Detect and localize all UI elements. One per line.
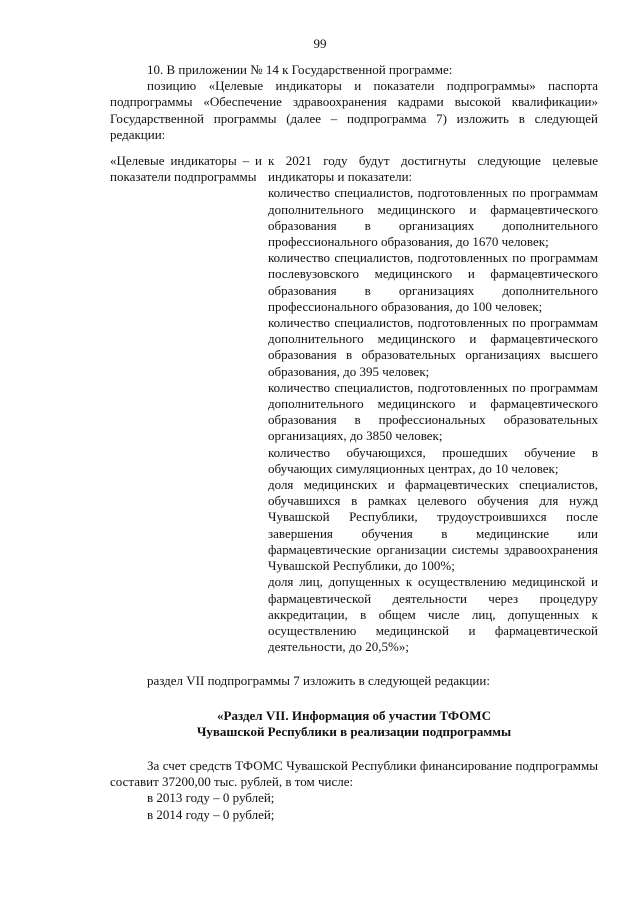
indicator-paragraph: количество специалистов, подготовленных по программам дополнительного медицинского и фармацевтического образования в образовательных организациях высшего образования, до 395 человек; <box>268 315 598 379</box>
document-body <box>110 62 598 823</box>
indicator-paragraph: количество обучающихся, прошедших обучение в обучающих симуляционных центрах, до 10 человек; <box>268 444 598 476</box>
indicator-paragraph: количество специалистов, подготовленных по программам послевузовского медицинского и фармацевтического образования в организациях дополнительного профессионального образования, до 100 человек; <box>268 250 598 314</box>
section-instruction: раздел VII подпрограммы 7 изложить в следующей редакции: <box>147 673 490 689</box>
indicator-paragraph: к 2021 году будут достигнуты следующие целевые индикаторы и показатели: <box>268 153 598 185</box>
financing-intro: За счет средств ТФОМС Чувашской Республики финансирование подпрограммы составит 37200,00 тыс. рублей, в том числе: <box>110 757 598 790</box>
passport-label-cell <box>110 153 268 185</box>
indicator-paragraph: доля лиц, допущенных к осуществлению медицинской и фармацевтической деятельности через процедуру аккредитации, в общем числе лиц, допущенных к осуществлению медицинской и фармацевтической деятельности, до 20,5%»; <box>268 574 598 655</box>
financing-year: в 2013 году – 0 рублей; <box>147 790 275 806</box>
passport-label: «Целевые индикаторы – и показатели подпрограммы <box>110 153 262 185</box>
section-heading-line2: Чувашской Республики в реализации подпрограммы <box>196 723 512 739</box>
indicator-paragraph: количество специалистов, подготовленных по программам дополнительного медицинского и фармацевтического образования в организациях дополнительного профессионального образования, до 1670 человек; <box>268 185 598 250</box>
passport-table-row <box>110 153 598 655</box>
financing-year: в 2014 году – 0 рублей; <box>147 806 275 822</box>
amendment-item: 10. В приложении № 14 к Государственной программе: <box>147 62 453 77</box>
page-number: 99 <box>313 36 327 51</box>
indicator-paragraph: количество специалистов, подготовленных по программам дополнительного медицинского и фармацевтического образования в профессиональных образовательных организациях, до 3850 человек; <box>268 379 598 444</box>
section-heading <box>110 708 598 740</box>
section-heading-line1: «Раздел VII. Информация об участии ТФОМС <box>217 707 491 723</box>
amendment-position: позицию «Целевые индикаторы и показатели подпрограммы» паспорта подпрограммы «Обеспечение здравоохранения кадрами высокой квалификации» Государственной программы (далее – подпрограмма 7) изложить в следующей редакции: <box>110 78 598 142</box>
indicator-paragraph: доля медицинских и фармацевтических специалистов, обучавшихся в рамках целевого обучения для нужд Чувашской Республики, трудоустроившихся после завершения обучения в медицинские или фармацевтические организации системы здравоохранения Чувашской Республики, до 100%; <box>268 477 598 574</box>
passport-value-cell <box>268 153 598 655</box>
